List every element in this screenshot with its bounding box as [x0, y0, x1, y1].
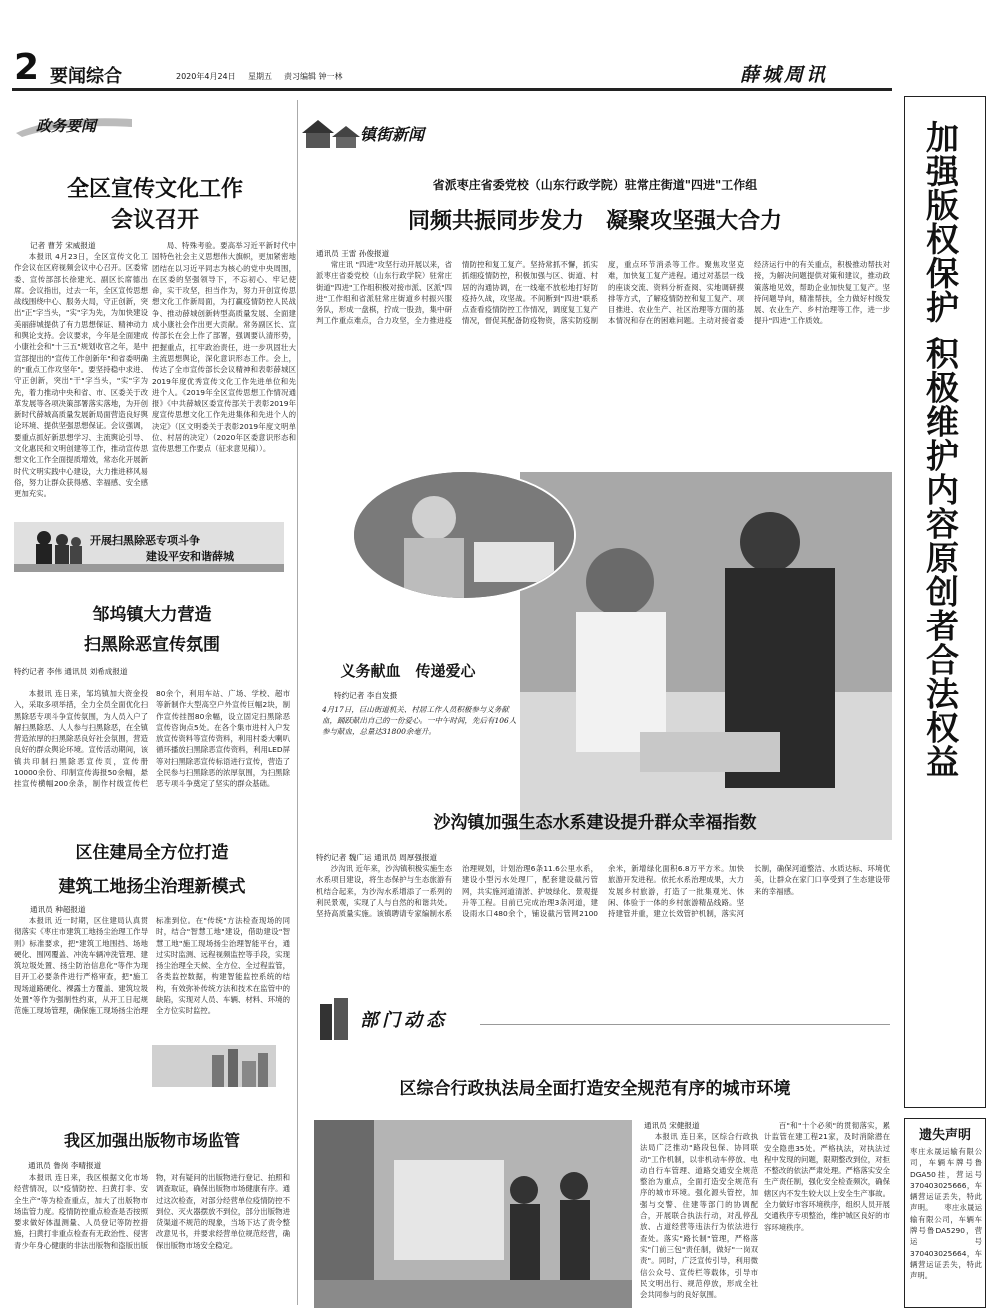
blood-drive-photo-oval [352, 470, 576, 600]
page-number: 2 [14, 47, 40, 88]
a1-byline: 记者 曹芳 宋威报道 [30, 241, 96, 250]
tag-politics-label: 政务要闻 [36, 117, 97, 135]
photo1-caption: 义务献血 传递爱心 [340, 662, 476, 680]
banner-line1: 开展扫黑除恶专项斗争 [90, 534, 200, 547]
tag-town-news-label: 镇街新闻 [360, 125, 425, 144]
a4-body [14, 1172, 290, 1302]
b3-body [640, 1131, 758, 1307]
b2-title: 沙沟镇加强生态水系建设提升群众幸福指数 [433, 813, 757, 833]
skyline-icon [152, 1045, 276, 1087]
b3-title: 区综合行政执法局全面打造安全规范有序的城市环境 [399, 1079, 791, 1099]
b2-body [316, 863, 890, 993]
a2-title-line2: 扫黑除恶宣传氛围 [84, 635, 220, 655]
a1-body2-text: 局、特殊考验。要高举习近平新时代中国特色社会主义思想伟大旗帜，更加紧密地团结在以习近平同志为核心的党中央周围，在区委的坚强领导下，不忘初心、牢记使命，实干攻坚，担当作为，努力开创宣传思想文化工作新局面，为打赢疫情防控人民战争、推动薛城创新转型高质量发展、全面建成小康社会作出更大贡献。常务副区长、宣传部长在会上作了部署，强调要认清形势，把握重点，扛牢政治责任，进一步巩固壮大主流思想舆论，深化意识形态工作。会上，传达了全市宣传部长会议精神和表彰薛城区2019年度优秀宣传文化工作先进单位和先进个人。《2019年全区宣传思想工作情况通报》《中共薛城区委宣传部关于表彰2019年度宣传思想文化工作先进集体和先进个人的决定》（区文明委关于表彰2019年度文明单位、村居的决定）（2020年区委意识形态和宣传思想工作要点（征求意见稿））。 [152, 241, 296, 454]
a4-body-text: 本报讯 连日来，我区根据文化市场经营情况，以"疫情防控、扫黄打非、安全生产"等为检查重点，加大了出版物市场监管力度。疫情防控重点检查是否按照要求做好体温测量、人员登记等防控措施，扫黄打非重点检查有无政治性、侵害青少年身心健康的非法出版物和盗版出版物，对有疑问的出版物进行登记、拍照和调查取证，确保出版物市场健康有序。通过这次检查，对部分经营单位疫情防控不到位、灭火器摆放不到位，部分出版物进货渠道不规范的现象，当场下达了责令整改意见书，并要求经营单位规范经营，确保出版物市场安全稳定。 [14, 1173, 290, 1250]
brand-logo: 薛城周讯 [740, 64, 829, 86]
b1-body-text: 常庄讯 "四进"攻坚行动开展以来，省派枣庄省委党校（山东行政学院）驻常庄街道"四进"工作组积极对接市派、区派"四进"工作组和省派驻常庄街道乡村振兴服务队，形成一盘棋，拧成一股劲，集中研判工作重点难点，合力攻坚，全力推进疫情防控和复工复产。坚持常抓不懈，抓实抓细疫情防控，积极加强与区、街道、村居的沟通协调，在一线毫不放松地打好防疫持久战，攻坚战。不间断到"四进"联系点查看疫情防控工作情况，调度复工复产情况，督促其配备防疫物资，落实防疫制度，重点环节消杀等工作。聚焦攻坚克难，加快复工复产进程。通过对基层一线的座谈交流、资料分析查阅、实地调研摸排等方式，了解疫情防控和复工复产、项目推进、农业生产、社区治理等方面的基本情况和存在的困难问题。主动对接省委经济运行中的有关重点，积极推动帮扶对接，为解决问题提供对策和建议，推动政策落地见效，帮助企业加快复工复产。坚持问题导向，精准帮扶，全力做好村级发展、农业生产、乡村治理等工作，进一步提升"四进"工作质效。 [316, 260, 890, 326]
b1-body [316, 259, 890, 471]
notice-text: 枣庄永晟运输有限公司，车辆车牌号鲁DGA50挂，营运号370403025666，车辆营运证丢失，特此声明。 枣庄永晟运输有限公司，车辆车牌号鲁DA5290，营运号370403025664，车辆营运证丢失，特此声明。 [910, 1147, 982, 1281]
b3-byline: 通讯员 宋健报道 [644, 1121, 700, 1130]
b3-body-text: 本报讯 连日来，区综合行政执法局广泛推动"路段包保、协同联动"工作机制，以非机动车停放、电动自行车管理、道路交通安全规范整治为重点，全面打造安全规范有序的城市环境。强化源头管控，加强与交警、住建等部门的协调配合，开展联合执法行动，对乱停乱放、占道经营等违法行为依法进行查处。落实"路长制"管理，严格落实"门前三包"责任制，做好"一岗双责"。同时，广泛宣传引导，利用微信公众号、宣传栏等载体，引导市民文明出行、规范停放，形成全社会共同参与的良好氛围。 [640, 1132, 758, 1300]
blood-drive-scene [520, 472, 892, 840]
street-scene [314, 1120, 632, 1308]
a3-byline: 通讯员 种超报道 [30, 905, 86, 914]
a1-title-line1: 全区宣传文化工作 [66, 177, 243, 202]
a3-title-line1: 区住建局全方位打造 [75, 843, 229, 863]
a1-body-text: 本报讯 4月23日，全区宣传文化工作会议在区府视频会议中心召开。区委常委、宣传部部长徐建光、副区长席德出席。会议指出，过去一年，全区宣传思想战线围绕中心、服务大局，守正创新，突出"正"字当头，"实"字为先，为加快建设美丽薛城提供了有力思想保证、精神动力和舆论支持。会议要求，今年是全面建成小康社会和"十三五"规划收官之年，是中宣部提出的"宣传工作创新年"和省委明确的"重点工作攻坚年"。要坚持稳中求进、守正创新，突出"干"字当头，"实"字为先，着力推动中央和省、市、区委关于改革发展等各项决策部署落实落地，为开创新时代薛城高质量发展新局面营造良好舆论环境、提供坚强思想保证。会议强调，要重点抓好新思想学习、主流舆论引导、文化惠民和文明创建等工作，推动宣传思想文化工作全面提质增效，常态化开展新时代文明实践中心建设，大力推进移风易俗，努力让群众获得感、幸福感、安全感更加充实。 [14, 252, 148, 499]
column-divider [297, 100, 298, 1305]
b1-title: 同频共振同步发力 凝聚攻坚强大合力 [407, 209, 782, 234]
banner-line2: 建设平安和谐薛城 [146, 550, 234, 563]
issue-weekday: 星期五 [248, 72, 272, 81]
donor-scene [354, 472, 574, 598]
a3-title-line2: 建筑工地扬尘治理新模式 [58, 877, 246, 897]
a4-byline: 通讯员 鲁岗 李晴报道 [28, 1161, 102, 1170]
b2-body-text: 沙沟讯 近年来，沙沟镇积极实施生态水系项目建设，将生态保护与生态旅游有机结合起来，为沙沟水系增添了一系列的利民景观，实现了人与自然的和谐共处。坚持高质量实施。该镇聘请专家编制水系治理规划，计划治理6条11.6公里水系，建设小型污水处理厂，配套建设截污管网，共实施河道清淤、护坡绿化、景观提升等工程。目前已完成治理3条河道，建设雨水口480余个，铺设截污管网2100余米，新增绿化面积6.8万平方米。加快旅游开发进程。依托水系治理成果，大力发展乡村旅游，打造了一批集观光、休闲、体验于一体的乡村旅游精品线路。坚持建管并重，建立长效管护机制，落实河长制，确保河道整洁、水质达标、环境优美，让群众在家门口享受到了生态建设带来的幸福感。 [316, 864, 890, 919]
a1-body-cont [152, 240, 296, 513]
photo1-text: 4月17日，巨山街道机关、村居工作人员积极参与义务献血，踊跃献出自己的一份爱心。一中午时间，先后有106人参与献血，总量达31800余毫升。 [322, 705, 517, 736]
notice-title: 遗失声明 [918, 1128, 971, 1143]
a3-body [14, 915, 290, 1033]
issue-date: 2020年4月24日 [176, 72, 236, 81]
a1-title-line2: 会议召开 [110, 208, 199, 233]
city-building-icon [316, 996, 356, 1042]
smart-site-graphic [152, 1045, 276, 1087]
issue-editors: 责习编辑 钟一林 [284, 72, 343, 81]
law-enforcement-photo [314, 1120, 632, 1308]
a3-body-text: 本报讯 近一时期，区住建局认真贯彻落实《枣庄市建筑工地扬尘治理工作导则》标准要求，把"建筑工地围挡、场地硬化、围网覆盖、冲洗车辆冲洗管理、建筑垃圾处置、扬尘防治信息化"等作为现目开工必要条件进行严格审查，把"施工现场道路硬化、裸露土方覆盖、建筑垃圾处置"等作为强制性约束，从开工日起规范施工现场管理，确保施工现场扬尘治理标准到位。在"传统"方法检查现场的同时，结合"智慧工地"建设，借助建设"智慧工地"施工现场扬尘治理智能平台，通过实时监测、远程视频监控等手段，实现扬尘治理全天候、全方位、全过程监管，各类监控数据，构建智能监控系统的结构，有效弥补传统方法和技术在监管中的缺陷，实现对人员、车辆、材料、环境的全方位实时监控。 [14, 916, 290, 1016]
tag-politics [14, 113, 134, 137]
a2-title-line1: 邹坞镇大力营造 [92, 605, 212, 625]
tag-town-news [300, 116, 470, 150]
b2-byline: 特约记者 魏广运 通讯员 周厚强报道 [316, 853, 438, 862]
copyright-slogan: 加强版权保护 积极维护内容原创者合法权益 [921, 120, 960, 779]
b3-body-cont [764, 1120, 890, 1307]
a2-byline: 特约记者 李伟 通讯员 刘希成报道 [14, 667, 128, 676]
anti-crime-banner [14, 522, 284, 572]
b1-kicker: 省派枣庄省委党校（山东行政学院）驻常庄街道"四进"工作组 [432, 178, 758, 192]
a4-title: 我区加强出版物市场监管 [63, 1131, 240, 1150]
dept-banner-rule [480, 1024, 890, 1025]
a2-body-text: 本报讯 连日来，邹坞镇加大资金投入，采取多项举措，全力全员全面优化扫黑除恶专项斗争宣传氛围，为人员入户了解扫黑除恶、人人参与扫黑除恶，在全镇营造浓厚的扫黑除恶良好社会氛围，营造良好的群众舆论环境。宣传活动期间，该镇共印制扫黑除恶宣传页，宣传册10000余份、印制宣传海报50余幅，悬挂宣传横幅200余条，制作村级宣传栏80余个，利用车站、广场、学校、超市等新制作大型高空户外宣传巨幅2块，制作宣传挂图80余幅，设立固定扫黑除恶宣传咨询点5处。在各个集市进村入户发放宣传资料等宣传资料，利用村委大喇叭循环播放扫黑除恶宣传资料，利用LED屏等对扫黑除恶宣传标语进行宣传，营造了全民参与扫黑除恶的浓厚氛围，为扫黑除恶专项斗争奠定了坚实的群众基础。 [14, 689, 290, 789]
section-title: 要闻综合 [50, 66, 122, 87]
dept-news-banner [316, 996, 476, 1042]
a1-body [14, 251, 148, 513]
blood-drive-photo-large [520, 472, 892, 840]
dept-news-label: 部门动态 [360, 1010, 448, 1031]
a2-body [14, 688, 290, 796]
header-rule [12, 88, 892, 91]
photo1-byline: 特约记者 李自发摄 [334, 691, 398, 700]
b3-body2-text: 百"和"十个必须"的贯彻落实，累计监管在建工程21家，及时消除潜在安全隐患35处。严格执法，对执法过程中发现的问题，限期整改到位，对拒不整改的依法严肃处理。严格落实安全生产责任制，强化安全检查频次，确保辖区内不发生较大以上安全生产事故。全力做好市容环境秩序，组织人员开展交通秩序专项整治，维护城区良好的市容环境秩序。 [764, 1121, 890, 1232]
b1-byline: 通讯员 王雷 孙俊报道 [316, 249, 390, 258]
